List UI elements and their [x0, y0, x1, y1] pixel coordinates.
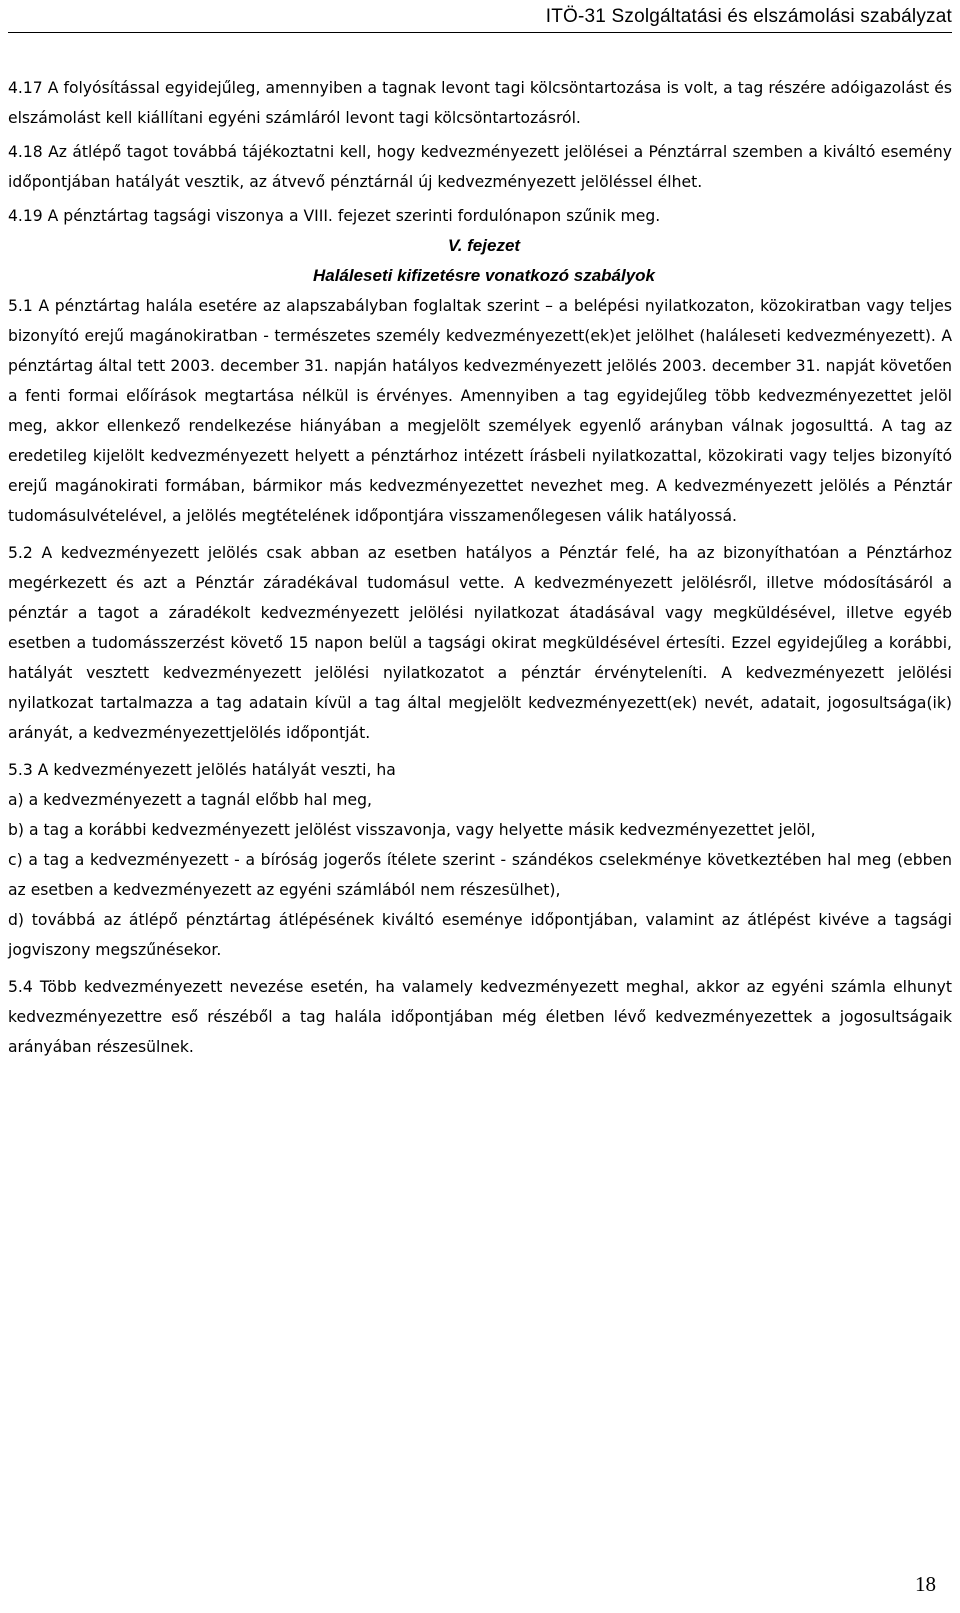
paragraph-5-1: 5.1 A pénztártag halála esetére az alapszabályban foglaltak szerint – a belépési nyilatkozaton, közokiratban vagy teljes bizonyító erejű magánokiratban - természetes személy kedvezményezett(ek)et jelölhet (haláleseti kedvezményezett). A pénztártag által tett 2003. december 31. napján hatályos kedvezményezett jelölés 2003. december 31. napját követően a fenti formai előírások megtartása nélkül is érvényes. Amennyiben a tag egyidejűleg több kedvezményezettet jelöl meg, akkor ellenkező rendelkezése hiányában a megjelölt személyek egyenlő arányban válnak jogosulttá. A tag az eredetileg kijelölt kedvezményezett helyett a pénztárhoz intézett írásbeli nyilatkozattal, közokirati vagy teljes bizonyító erejű magánokirati formában, bármikor más kedvezményezettet nevezhet meg. A kedvezményezett jelölés a Pénztár tudomásulvételével, a jelölés megtételének időpontjára visszamenőlegesen válik hatályossá.: [8, 297, 952, 525]
page-number: 18: [915, 1572, 936, 1596]
paragraph-4-19: 4.19 A pénztártag tagsági viszonya a VIII. fejezet szerinti fordulónapon szűnik meg.: [8, 207, 661, 225]
chapter-number: V. fejezet: [447, 236, 521, 255]
page-header: [8, 4, 952, 33]
list-item: d) továbbá az átlépő pénztártag átlépésének kiváltó eseménye időpontjában, valamint az átlépést kivéve a tagsági jogviszony megszűnésekor.: [8, 911, 952, 959]
paragraph-5-2: 5.2 A kedvezményezett jelölés csak abban az esetben hatályos a Pénztár felé, ha az bizonyíthatóan a Pénztárhoz megérkezett és azt a Pénztár záradékával tudomásul vette. A kedvezményezett jelölésről, illetve módosításáról a pénztár a tagot a záradékolt kedvezményezett jelölési nyilatkozat átadásával vagy megküldésével, illetve egyéb esetben a tudomásszerzést követő 15 napon belül a tagsági okirat megküldésével értesíti. Ezzel egyidejűleg a korábbi, hatályát vesztett kedvezményezett jelölési nyilatkozatot a pénztár érvényteleníti. A kedvezményezett jelölési nyilatkozat tartalmazza a tag adatain kívül a tag által megjelölt kedvezményezett(ek) nevét, adatait, jogosultsága(ik) arányát, a kedvezményezettjelölés időpontját.: [8, 544, 952, 742]
paragraph-5-3-intro: 5.3 A kedvezményezett jelölés hatályát veszti, ha: [8, 761, 396, 779]
paragraph-5-4: 5.4 Több kedvezményezett nevezése esetén, ha valamely kedvezményezett meghal, akkor az egyéni számla elhunyt kedvezményezettre eső részéből a tag halála időpontjában még életben lévő kedvezményezettek a jogosultságaik arányában részesülnek.: [8, 978, 952, 1056]
list-item: b) a tag a korábbi kedvezményezett jelölést visszavonja, vagy helyette másik kedvezményezettet jelöl,: [8, 821, 816, 839]
paragraph-4-17: 4.17 A folyósítással egyidejűleg, amennyiben a tagnak levont tagi kölcsöntartozása is volt, a tag részére adóigazolást és elszámolást kell kiállítani egyéni számláról levont tagi kölcsöntartozásról.: [8, 79, 952, 127]
list-item: c) a tag a kedvezményezett - a bíróság jogerős ítélete szerint - szándékos cselekménye következtében hal meg (ebben az esetben a kedvezményezett az egyéni számlából nem részesülhet),: [8, 851, 952, 899]
document-body: [8, 73, 952, 1062]
header-title: ITÖ-31 Szolgáltatási és elszámolási szabályzat: [545, 6, 952, 27]
list-item: a) a kedvezményezett a tagnál előbb hal meg,: [8, 791, 372, 809]
chapter-title: Haláleseti kifizetésre vonatkozó szabályok: [312, 266, 656, 285]
paragraph-4-18: 4.18 Az átlépő tagot továbbá tájékoztatni kell, hogy kedvezményezett jelölései a Pénztárral szemben a kiváltó esemény időpontjában hatályát vesztik, az átvevő pénztárnál új kedvezményezett jelöléssel élhet.: [8, 143, 952, 191]
